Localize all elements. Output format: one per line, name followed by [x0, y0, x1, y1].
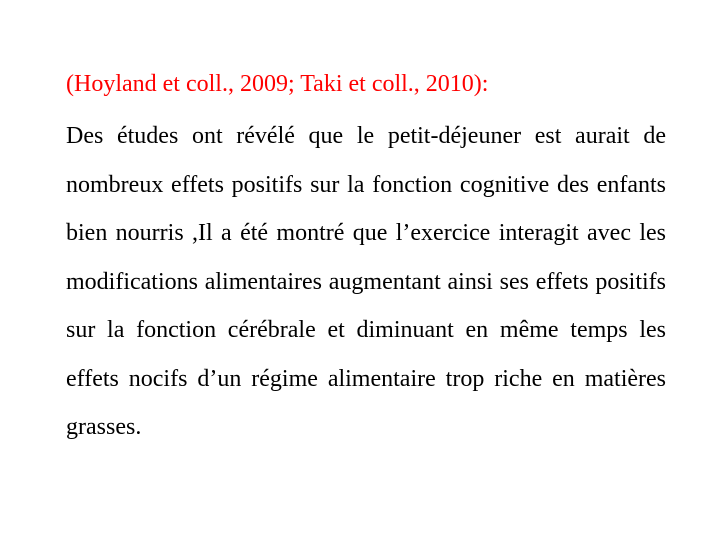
body-paragraph: Des études ont révélé que le petit-déjeuner est aurait de nombreux effets positifs sur la fonction cognitive des enfants bien nourris ,Il a été montré que l’exercice interagit avec les modifications alimentaires augmentant ainsi ses effets positifs sur la fonction cérébrale et diminuant en même temps les effets nocifs d’un régime alimentaire trop riche en matières grasses.: [66, 123, 666, 440]
citation-text: (Hoyland et coll., 2009; Taki et coll., 2010):: [66, 71, 489, 97]
